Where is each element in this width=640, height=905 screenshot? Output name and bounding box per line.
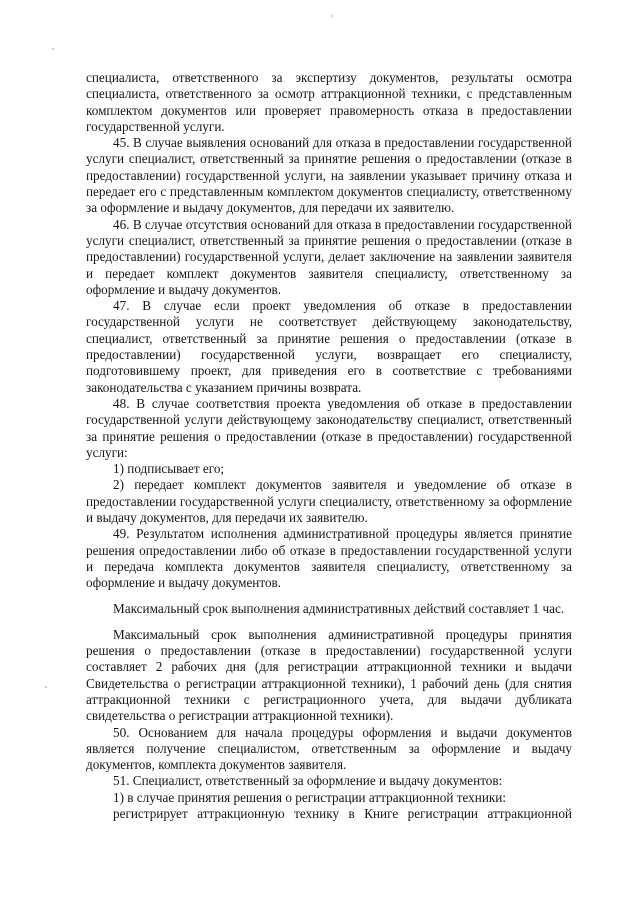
paragraph: Максимальный срок выполнения административных действий составляет 1 час.	[113, 600, 565, 616]
paragraph: 47. В случае если проект уведомления об отказе в предоставлении государственной услуги не соответствует действующему законодательству, специалист, ответственный за принятие решения о предоставлении (отказе в предоставлении) государственной услуги, возвращает его специалисту, подготовившему проект, для приведения его в соответствие с требованиями законодательства с указанием причины возврата.	[86, 298, 572, 395]
document-body	[86, 70, 572, 822]
paragraph: регистрирует аттракционную технику в Книге регистрации аттракционной	[113, 806, 572, 822]
paragraph: специалиста, ответственного за экспертизу документов, результаты осмотра специалиста, ответственного за осмотр аттракционной техники, с представленным комплектом документов или проверяет правомерность отказа в предоставлении государственной услуги.	[86, 70, 572, 134]
scan-speck	[331, 15, 333, 17]
paragraph: 46. В случае отсутствия оснований для отказа в предоставлении государственной услуги специалист, ответственный за принятие решения о предоставлении (отказе в предоставлении) государственной услуги, делает заключение на заявлении заявителя и передает комплект документов заявителя специалисту, ответственному за оформление и выдачу документов.	[86, 216, 572, 297]
paragraph: 1) в случае принятия решения о регистрации аттракционной техники:	[113, 789, 507, 805]
paragraph: 2) передает комплект документов заявителя и уведомление об отказе в предоставлении государственной услуги специалисту, ответственному за оформление и выдачу документов, для передачи их заявителю.	[86, 477, 572, 526]
paragraph: 48. В случае соответствия проекта уведомления об отказе в предоставлении государственной услуги действующему законодательству специалист, ответственный за принятие решения о предоставлении (отказе в предоставлении) государственной услуги:	[86, 395, 572, 460]
paragraph: 51. Специалист, ответственный за оформление и выдачу документов:	[113, 773, 503, 789]
paragraph: 1) подписывает его;	[113, 461, 225, 477]
paragraph: 50. Основанием для начала процедуры оформления и выдачи документов является получение специалистом, ответственным за оформление и выдачу документов, комплекта документов заявителя.	[86, 724, 572, 773]
paragraph: 45. В случае выявления оснований для отказа в предоставлении государственной услуги специалист, ответственный за принятие решения о предоставлении (отказе в предоставлении) государственной услуги, на заявлении указывает причину отказа и передает его с представленным комплектом документов специалисту, ответственному за оформление и выдачу документов, для передачи их заявителю.	[86, 135, 572, 216]
paragraph: 49. Результатом исполнения административной процедуры является принятие решения опредоставлении либо об отказе в предоставлении государственной услуги и передача комплекта документов заявителя специалисту, ответственному за оформление и выдачу документов.	[86, 526, 572, 591]
scan-speck	[45, 686, 47, 688]
scan-speck	[52, 48, 54, 50]
paragraph: Максимальный срок выполнения административной процедуры принятия решения о предоставлении (отказе в предоставлении) государственной услуги составляет 2 рабочих дня (для регистрации аттракционной техники и выдачи Свидетельства о регистрации аттракционной техники), 1 рабочий день (для снятия аттракционной техники с регистрационного учета, для выдачи дубликата свидетельства о регистрации аттракционной техники).	[86, 626, 572, 724]
